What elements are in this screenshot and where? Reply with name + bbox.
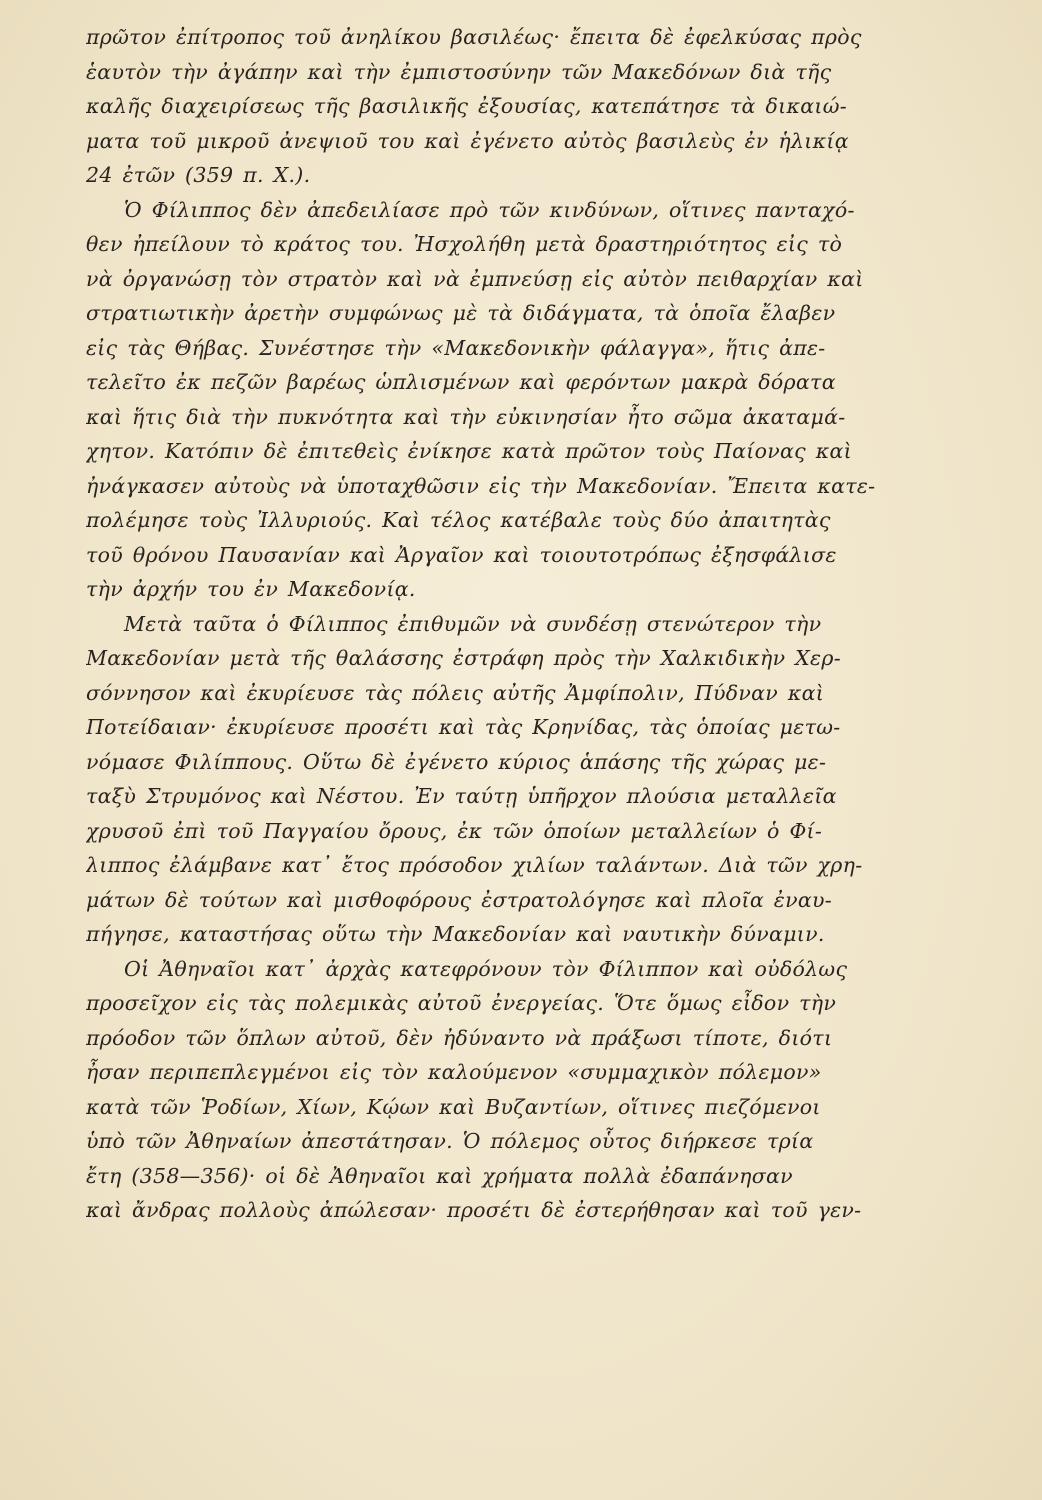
text-line: ἦσαν περιπεπλεγμένοι εἰς τὸν καλούμενον «συμμαχικὸν πόλεμον» bbox=[86, 1060, 822, 1084]
text-line: τελεῖτο ἐκ πεζῶν βαρέως ὡπλισμένων καὶ φερόντων μακρὰ δόρατα bbox=[86, 370, 836, 394]
text-line: ἔτη (358—356)· οἱ δὲ Ἀθηναῖοι καὶ χρήματα πολλὰ ἐδαπάνησαν bbox=[86, 1163, 793, 1188]
text-line: πρῶτον ἐπίτροπος τοῦ ἀνηλίκου βασιλέως· ἔπειτα δὲ ἐφελκύσας πρὸς bbox=[86, 25, 862, 49]
text-line: σόννησον καὶ ἐκυρίευσε τὰς πόλεις αὐτῆς Ἀμφίπολιν, Πύδναν καὶ bbox=[86, 680, 825, 705]
text-line: ταξὺ Στρυμόνος καὶ Νέστου. Ἐν ταύτῃ ὑπῆρχον πλούσια μεταλλεῖα bbox=[86, 784, 837, 808]
text-line: ὑπὸ τῶν Ἀθηναίων ἀπεστάτησαν. Ὁ πόλεμος οὗτος διήρκεσε τρία bbox=[86, 1129, 814, 1153]
text-line: πολέμησε τοὺς Ἰλλυριούς. Καὶ τέλος κατέβαλε τοὺς δύο ἀπαιτητὰς bbox=[86, 508, 831, 532]
text-line: χρυσοῦ ἐπὶ τοῦ Παγγαίου ὄρους, ἐκ τῶν ὁποίων μεταλλείων ὁ Φί- bbox=[86, 818, 823, 843]
text-line: χητον. Κατόπιν δὲ ἐπιτεθεὶς ἐνίκησε κατὰ πρῶτον τοὺς Παίονας καὶ bbox=[86, 439, 853, 463]
text-line: λιππος ἐλάμβανε κατ᾽ ἔτος πρόσοδον χιλίων ταλάντων. Διὰ τῶν χρη- bbox=[86, 853, 863, 877]
paragraph-start-line: Ὁ Φίλιππος δὲν ἀπεδειλίασε πρὸ τῶν κινδύνων, οἵτινες πανταχό- bbox=[124, 197, 855, 222]
text-line: καὶ ἥτις διὰ τὴν πυκνότητα καὶ τὴν εὐκινησίαν ἦτο σῶμα ἀκαταμά- bbox=[86, 404, 846, 429]
document-body bbox=[86, 20, 956, 1228]
text-line: καλῆς διαχειρίσεως τῆς βασιλικῆς ἐξουσίας, κατεπάτησε τὰ δικαιώ- bbox=[86, 94, 847, 118]
text-line: ματα τοῦ μικροῦ ἀνεψιοῦ του καὶ ἐγένετο αὐτὸς βασιλεὺς ἐν ἡλικίᾳ bbox=[86, 128, 849, 153]
text-line: πήγησε, καταστήσας οὕτω τὴν Μακεδονίαν καὶ ναυτικὴν δύναμιν. bbox=[86, 922, 825, 946]
text-line: νὰ ὀργανώσῃ τὸν στρατὸν καὶ νὰ ἐμπνεύσῃ εἰς αὐτὸν πειθαρχίαν καὶ bbox=[86, 266, 864, 291]
text-line: κατὰ τῶν Ῥοδίων, Χίων, Κῴων καὶ Βυζαντίων, οἵτινες πιεζόμενοι bbox=[86, 1094, 821, 1119]
page-edge-mark bbox=[505, 0, 519, 6]
text-line: καὶ ἄνδρας πολλοὺς ἀπώλεσαν· προσέτι δὲ ἐστερήθησαν καὶ τοῦ γεν- bbox=[86, 1198, 862, 1222]
text-line: νόμασε Φιλίππους. Οὕτω δὲ ἐγένετο κύριος ἁπάσης τῆς χώρας με- bbox=[86, 749, 827, 774]
text-line: εἰς τὰς Θήβας. Συνέστησε τὴν «Μακεδονικὴν φάλαγγα», ἥτις ἀπε- bbox=[86, 335, 826, 360]
text-line: θεν ἠπείλουν τὸ κράτος του. Ἠσχολήθη μετὰ δραστηριότητος εἰς τὸ bbox=[86, 232, 843, 256]
text-line: στρατιωτικὴν ἀρετὴν συμφώνως μὲ τὰ διδάγματα, τὰ ὁποῖα ἔλαβεν bbox=[86, 301, 836, 325]
text-line: μάτων δὲ τούτων καὶ μισθοφόρους ἐστρατολόγησε καὶ πλοῖα ἐναυ- bbox=[86, 887, 833, 912]
text-line: τὴν ἀρχήν του ἐν Μακεδονίᾳ. bbox=[86, 577, 416, 601]
text-line: προσεῖχον εἰς τὰς πολεμικὰς αὐτοῦ ἐνεργείας. Ὅτε ὅμως εἶδον τὴν bbox=[86, 991, 837, 1015]
paragraph-start-line: Μετὰ ταῦτα ὁ Φίλιππος ἐπιθυμῶν νὰ συνδέσῃ στενώτερον τὴν bbox=[124, 611, 822, 636]
text-line: ἑαυτὸν τὴν ἀγάπην καὶ τὴν ἐμπιστοσύνην τῶν Μακεδόνων διὰ τῆς bbox=[86, 59, 832, 84]
text-line: Μακεδονίαν μετὰ τῆς θαλάσσης ἐστράφη πρὸς τὴν Χαλκιδικὴν Χερ- bbox=[86, 646, 841, 670]
text-line: τοῦ θρόνου Παυσανίαν καὶ Ἀργαῖον καὶ τοιουτοτρόπως ἐξησφάλισε bbox=[86, 542, 837, 567]
text-line: Ποτείδαιαν· ἐκυρίευσε προσέτι καὶ τὰς Κρηνίδας, τὰς ὁποίας μετω- bbox=[86, 715, 841, 739]
paragraph-start-line: Οἱ Ἀθηναῖοι κατ᾽ ἀρχὰς κατεφρόνουν τὸν Φίλιππον καὶ οὐδόλως bbox=[124, 956, 848, 981]
text-line: ἠνάγκασεν αὐτοὺς νὰ ὑποταχθῶσιν εἰς τὴν Μακεδονίαν. Ἔπειτα κατε- bbox=[86, 473, 876, 498]
text-line: πρόοδον τῶν ὅπλων αὐτοῦ, δὲν ἠδύναντο νὰ πράξωσι τίποτε, διότι bbox=[86, 1025, 833, 1050]
text-line: 24 ἐτῶν (359 π. Χ.). bbox=[86, 163, 311, 187]
